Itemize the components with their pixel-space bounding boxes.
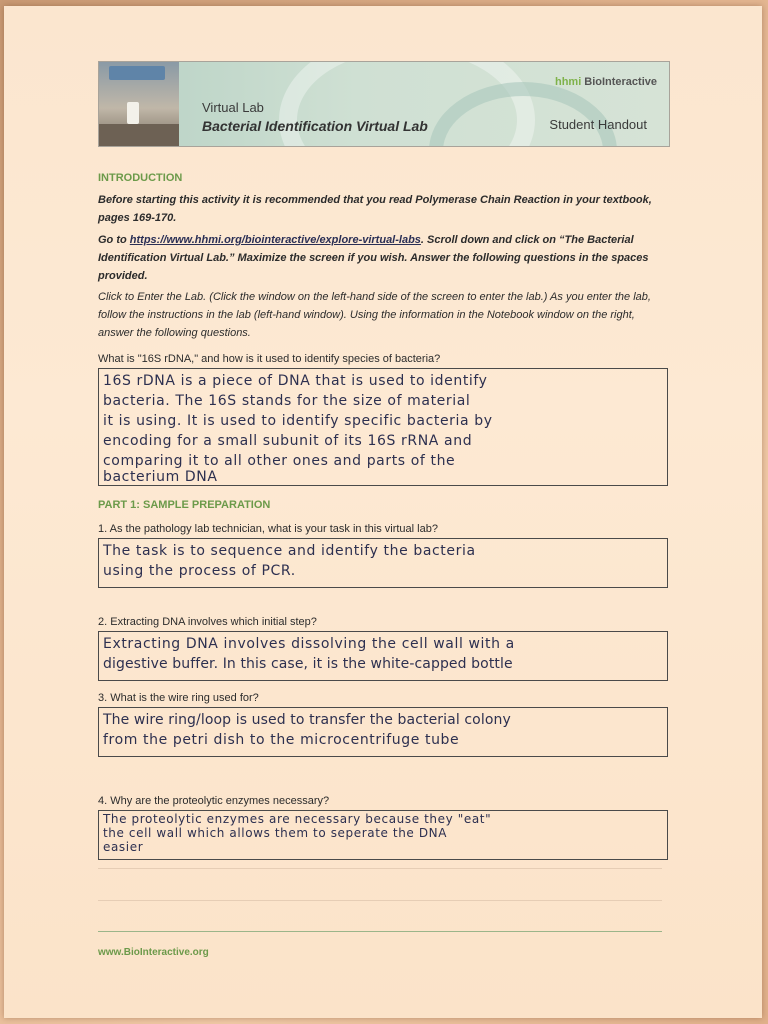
answer-line: 16S rDNA is a piece of DNA that is used to identify <box>103 373 488 389</box>
intro-paragraph-2-pre: Go to <box>98 234 130 246</box>
introduction-heading: INTRODUCTION <box>98 172 183 184</box>
question-2: 2. Extracting DNA involves which initial step? <box>98 616 317 628</box>
test-tube-rack-graphic <box>109 66 165 80</box>
answer-line: easier <box>103 840 144 854</box>
answer-box-3[interactable] <box>98 707 668 757</box>
answer-line: The wire ring/loop is used to transfer the bacterial colony <box>103 712 511 728</box>
virtual-labs-link[interactable]: https://www.hhmi.org/biointeractive/explore-virtual-labs <box>129 234 421 246</box>
intro-paragraph-3: Click to Enter the Lab. (Click the window on the left-hand side of the screen to enter the lab.) As you enter the lab, follow the instructions in the lab (left-hand window). Using the information in the Notebook window on the right, answer the following questions. <box>98 291 651 339</box>
answer-line: The proteolytic enzymes are necessary because they "eat" <box>103 812 492 826</box>
brand-logo <box>555 76 657 88</box>
answer-3 <box>99 708 667 752</box>
faint-rule <box>98 868 662 869</box>
question-4: 4. Why are the proteolytic enzymes necessary? <box>98 795 330 807</box>
answer-box-2[interactable] <box>98 631 668 681</box>
answer-line: The task is to sequence and identify the bacteria <box>103 543 476 559</box>
part1-heading: PART 1: SAMPLE PREPARATION <box>98 499 271 511</box>
answer-line: digestive buffer. In this case, it is the white-capped bottle <box>103 656 513 672</box>
intro-paragraph-2 <box>98 231 668 285</box>
worksheet-page <box>4 6 762 1018</box>
answer-line: the cell wall which allows them to seperate the DNA <box>103 826 448 840</box>
answer-line: comparing it to all other ones and parts of the <box>103 453 456 469</box>
question-3: 3. What is the wire ring used for? <box>98 692 259 704</box>
answer-line: using the process of PCR. <box>103 563 296 579</box>
answer-line: bacteria. The 16S stands for the size of material <box>103 393 471 409</box>
intro-paragraph-1: Before starting this activity it is recommended that you read Polymerase Chain Reaction in your textbook, pages 169-170. <box>98 194 652 224</box>
virtual-lab-label: Virtual Lab <box>202 100 264 115</box>
answer-16s-rdna <box>99 369 667 485</box>
answer-line: it is using. It is used to identify specific bacteria by <box>103 413 493 429</box>
answer-line: Extracting DNA involves dissolving the cell wall with a <box>103 636 515 652</box>
answer-box-1[interactable] <box>98 538 668 588</box>
lab-bench-photo <box>99 62 179 146</box>
answer-1 <box>99 539 667 583</box>
answer-line: bacterium DNA <box>103 469 218 485</box>
question-1: 1. As the pathology lab technician, what is your task in this virtual lab? <box>98 523 438 535</box>
hhmi-logo-text: hhmi <box>554 76 582 88</box>
lab-title: Bacterial Identification Virtual Lab <box>202 118 428 134</box>
answer-line: encoding for a small subunit of its 16S rRNA and <box>103 433 473 449</box>
question-16s-rdna: What is "16S rDNA," and how is it used to identify species of bacteria? <box>98 353 441 365</box>
student-handout-label: Student Handout <box>549 117 647 132</box>
bench-graphic <box>99 124 179 146</box>
biointeractive-logo-text: BioInteractive <box>584 76 657 88</box>
answer-2 <box>99 632 667 676</box>
intro-paragraph-2-post: . Scroll down and click on “The Bacterial Identification Virtual Lab.” Maximize the screen if you wish. Answer the following questions in the spaces provided. <box>98 234 649 282</box>
answer-box-4[interactable] <box>98 810 668 860</box>
answer-line: from the petri dish to the microcentrifuge tube <box>103 732 460 748</box>
header-banner <box>98 61 670 147</box>
answer-4 <box>99 811 667 856</box>
bottle-graphic <box>127 102 139 124</box>
footer-url[interactable]: www.BioInteractive.org <box>98 947 209 958</box>
answer-box-16s-rdna[interactable] <box>98 368 668 486</box>
faint-rule <box>98 900 662 901</box>
footer-divider <box>98 931 662 932</box>
